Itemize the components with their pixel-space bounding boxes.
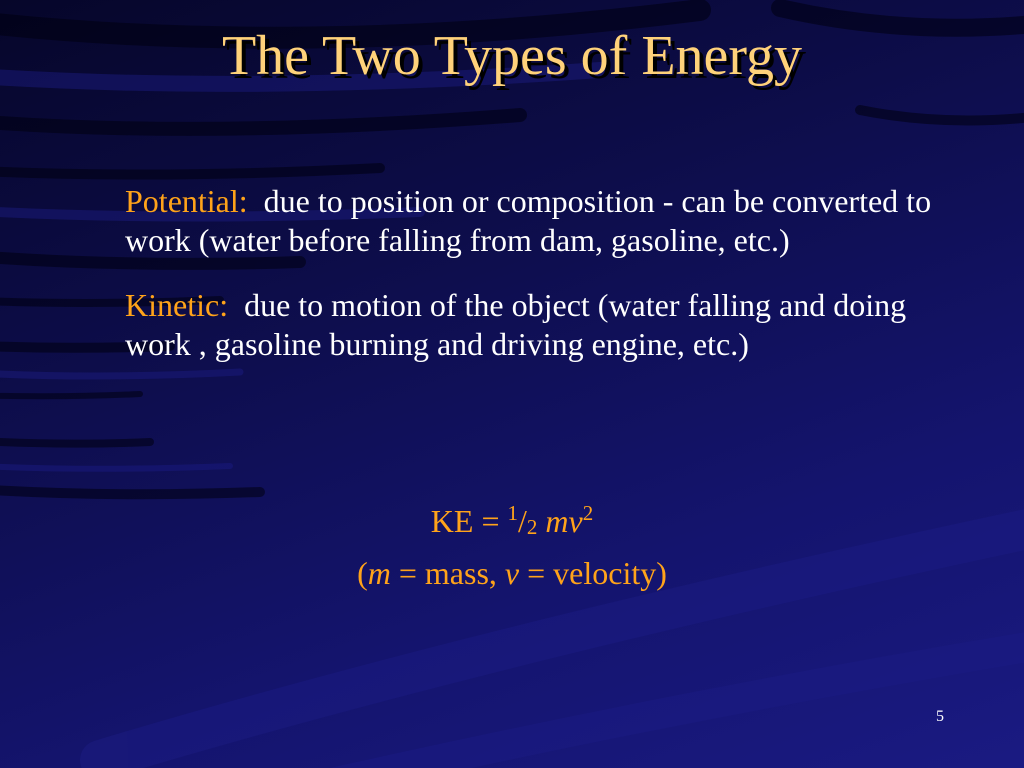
formula-equation (0, 490, 1024, 550)
formula-legend (0, 550, 1024, 596)
formula-exponent: 2 (582, 501, 594, 525)
formula-mass-symbol: m (545, 503, 569, 539)
formula-velocity-symbol: v (568, 503, 583, 539)
legend-open-paren: ( (357, 555, 368, 591)
legend-velocity-desc: = velocity) (527, 555, 667, 591)
legend-velocity-symbol: v (504, 555, 520, 591)
formula-denominator: 2 (526, 515, 538, 539)
legend-mass-symbol: m (367, 555, 391, 591)
title-container (0, 25, 1024, 87)
formula-slash: / (518, 503, 527, 539)
formula-numerator: 1 (507, 501, 518, 525)
formula-lhs: KE = (430, 503, 500, 539)
paragraph-kinetic (125, 286, 945, 364)
legend-mass-desc: = mass, (398, 555, 497, 591)
definition-kinetic: due to motion of the object (water falling and doing work , gasoline burning and driving engine, etc.) (125, 287, 907, 362)
slide-body (125, 182, 945, 390)
term-potential: Potential: (125, 183, 248, 219)
kinetic-energy-formula (0, 490, 1024, 596)
slide-title: The Two Types of Energy (221, 25, 803, 87)
paragraph-potential (125, 182, 945, 260)
term-kinetic: Kinetic: (125, 287, 229, 323)
page-number: 5 (936, 708, 944, 725)
definition-potential: due to position or composition - can be converted to work (water before falling from dam, gasoline, etc.) (125, 183, 932, 258)
